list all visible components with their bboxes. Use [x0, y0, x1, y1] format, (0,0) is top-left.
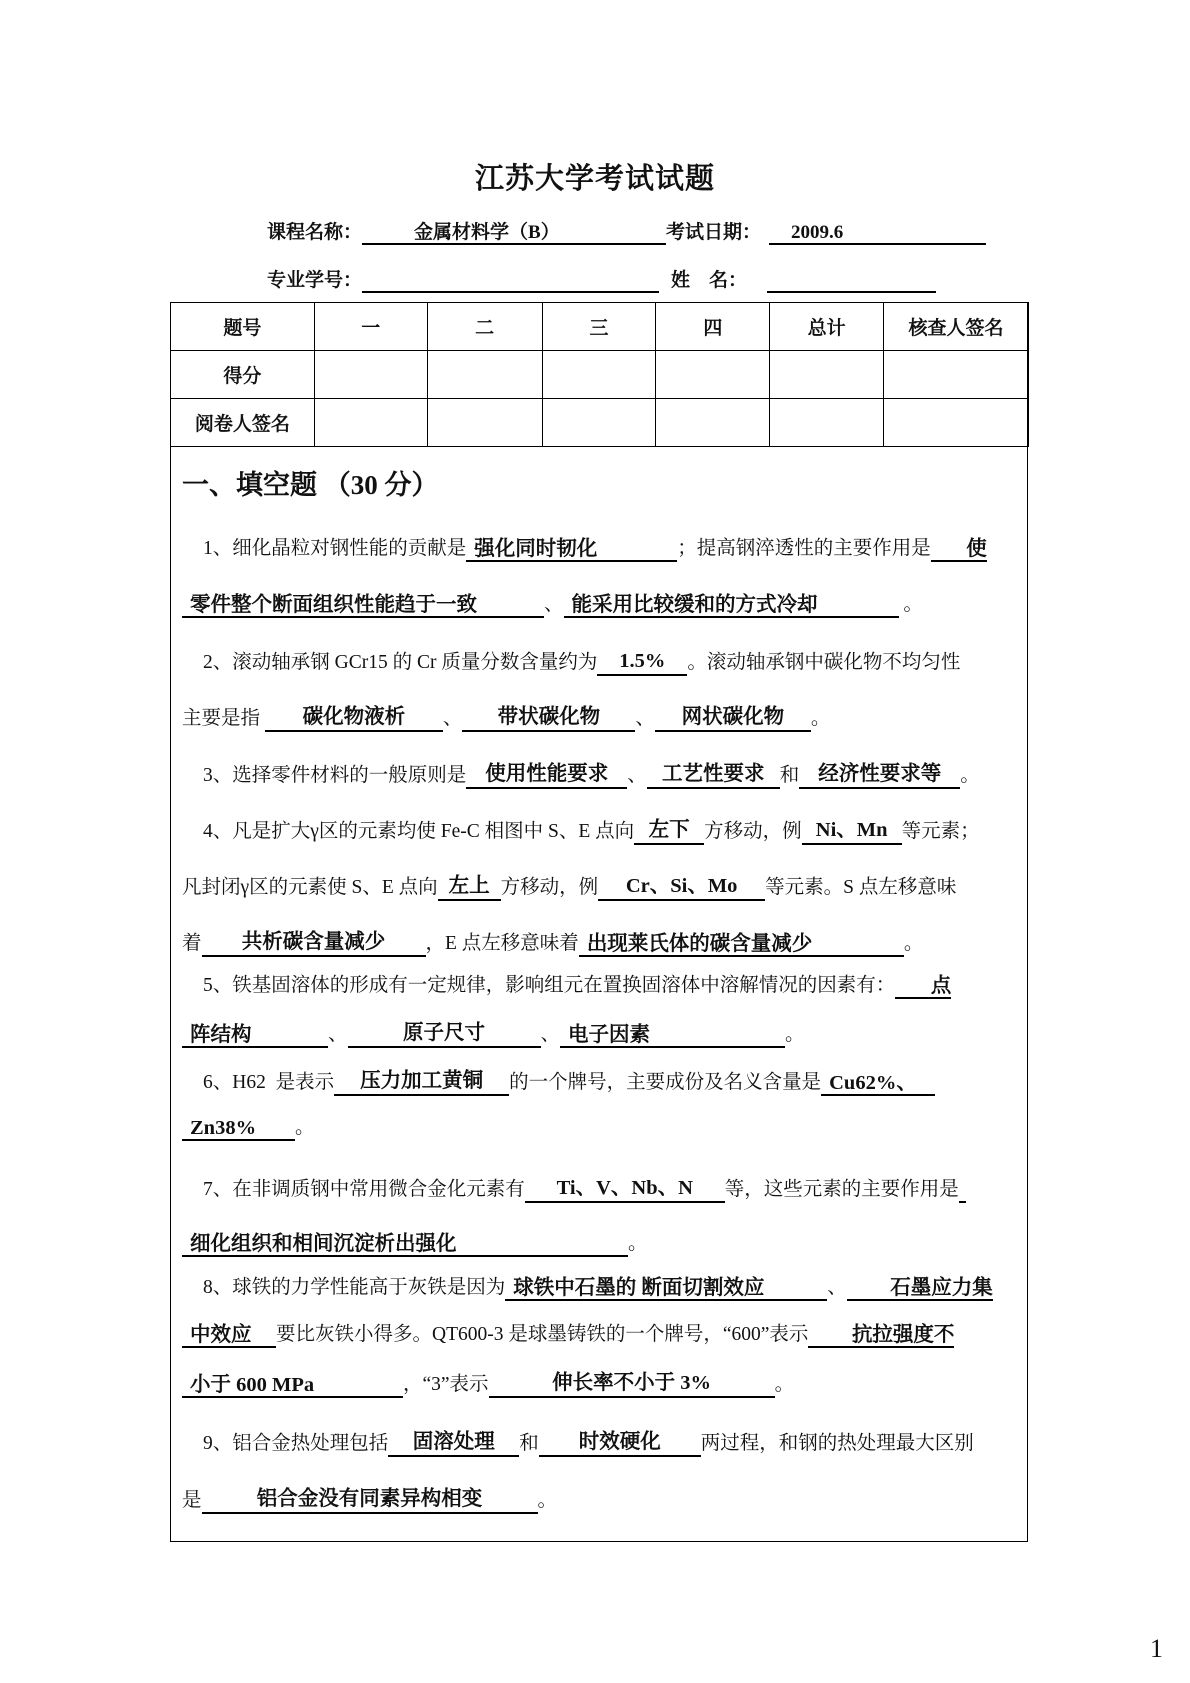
answer-blank[interactable]: 电子因素: [560, 1022, 785, 1048]
score-cell[interactable]: [314, 351, 427, 399]
question-text: 5、铁基固溶体的形成有一定规律，影响组元在置换固溶体中溶解情况的因素有：: [203, 975, 896, 996]
question-text: 7、在非调质钢中常用微合金化元素有: [203, 1179, 525, 1200]
answer-blank[interactable]: 石墨应力集: [847, 1275, 993, 1301]
answer-blank[interactable]: 压力加工黄铜: [334, 1068, 509, 1096]
score-cell[interactable]: [884, 351, 1029, 399]
page-number: 1: [1150, 1634, 1163, 1663]
question-9-line: [182, 1486, 557, 1512]
question-text: 。: [960, 765, 980, 786]
question-text: 等元素。S 点左移意味: [765, 877, 957, 898]
answer-blank[interactable]: 使: [931, 536, 987, 562]
score-row: [171, 351, 1029, 399]
question-text: 。: [898, 594, 923, 615]
header-cell-total: 总计: [770, 303, 884, 351]
score-cell[interactable]: [542, 351, 656, 399]
answer-blank[interactable]: 左上: [438, 873, 501, 901]
score-cell[interactable]: [656, 351, 770, 399]
student-id-label: 专业学号：: [267, 270, 363, 291]
question-text: 。: [903, 933, 924, 954]
answer-blank[interactable]: 带状碳化物: [462, 704, 635, 732]
question-text: 和: [779, 765, 800, 786]
header-cell-checker: 核查人签名: [884, 303, 1029, 351]
answer-blank[interactable]: 抗拉强度不: [808, 1322, 954, 1348]
question-text: 8、球铁的力学性能高于灰铁是因为: [203, 1277, 506, 1298]
question-1-line: [203, 536, 987, 562]
score-cell[interactable]: [770, 351, 884, 399]
question-text: 着: [182, 933, 202, 954]
answer-blank[interactable]: 原子尺寸: [348, 1020, 541, 1048]
answer-blank[interactable]: 能采用比较缓和的方式冷却: [564, 592, 899, 618]
question-5-line: [203, 973, 951, 999]
answer-blank[interactable]: 铝合金没有同素异构相变: [202, 1486, 538, 1514]
answer-blank[interactable]: 时效硬化: [539, 1429, 701, 1457]
answer-blank[interactable]: 阵结构: [182, 1022, 328, 1048]
question-text: 等元素；: [901, 821, 980, 842]
question-9-line: [203, 1429, 974, 1455]
question-text: ；提高钢淬透性的主要作用是: [677, 538, 931, 559]
question-text: 6、H62 是表示: [203, 1072, 335, 1093]
answer-blank[interactable]: 伸长率不小于 3%: [489, 1370, 775, 1398]
header-cell-3: 三: [542, 303, 656, 351]
question-text: 方移动，例: [500, 877, 599, 898]
question-3-line: [203, 761, 980, 787]
question-text: 、: [328, 1024, 348, 1045]
student-row: [267, 267, 936, 293]
question-text: 、: [540, 1024, 561, 1045]
question-text: ，“3”表示: [403, 1374, 489, 1395]
question-text: 1、细化晶粒对钢性能的贡献是: [203, 538, 467, 559]
question-4-line: [182, 929, 923, 955]
date-field[interactable]: 2009.6: [769, 221, 986, 245]
answer-blank[interactable]: 小于 600 MPa: [182, 1372, 403, 1398]
grader-cell[interactable]: [427, 399, 542, 447]
grader-cell[interactable]: [770, 399, 884, 447]
answer-blank[interactable]: 球铁中石墨的 断面切割效应: [505, 1275, 827, 1301]
grader-cell[interactable]: [542, 399, 656, 447]
question-text: 3、选择零件材料的一般原则是: [203, 765, 467, 786]
answer-blank[interactable]: Cu62%、: [821, 1070, 935, 1096]
question-8-line: [182, 1322, 954, 1348]
page-title: 江苏大学考试试题: [474, 163, 715, 195]
header-cell-1: 一: [314, 303, 427, 351]
question-text: 9、铝合金热处理包括: [203, 1433, 389, 1454]
header-cell-4: 四: [656, 303, 770, 351]
answer-blank[interactable]: 网状碳化物: [655, 704, 811, 732]
answer-blank[interactable]: 固溶处理: [388, 1429, 519, 1457]
question-text: 、: [544, 594, 564, 615]
answer-blank[interactable]: 使用性能要求: [466, 761, 627, 789]
question-1-line: [182, 592, 923, 618]
question-text: 和: [519, 1433, 539, 1454]
question-7-line: [203, 1175, 966, 1201]
answer-blank[interactable]: 经济性要求等: [799, 761, 960, 789]
answer-blank[interactable]: Zn38%: [182, 1115, 295, 1141]
question-text: 两过程，和钢的热处理最大区别: [700, 1433, 974, 1454]
question-text: 。: [810, 708, 831, 729]
question-text: 。: [537, 1490, 558, 1511]
question-4-line: [203, 817, 980, 843]
answer-blank[interactable]: 中效应: [182, 1322, 276, 1348]
grader-row-label: 阅卷人签名: [171, 399, 315, 447]
answer-blank[interactable]: [959, 1175, 966, 1203]
question-text: 是: [182, 1490, 202, 1511]
header-cell-2: 二: [427, 303, 542, 351]
answer-blank[interactable]: 1.5%: [597, 648, 687, 676]
answer-blank[interactable]: 共析碳含量减少: [202, 929, 426, 957]
question-8-line: [182, 1370, 794, 1396]
score-table: [170, 302, 1029, 447]
student-id-field[interactable]: [362, 267, 659, 293]
answer-blank[interactable]: 出现莱氏体的碳含量减少: [579, 931, 904, 957]
score-cell[interactable]: [427, 351, 542, 399]
answer-blank[interactable]: 点: [895, 973, 951, 999]
answer-blank[interactable]: 强化同时韧化: [466, 536, 677, 562]
question-2-line: [182, 704, 830, 730]
question-4-line: [182, 873, 956, 899]
course-row: [267, 221, 986, 245]
question-2-line: [203, 648, 960, 674]
score-row-label: 得分: [171, 351, 315, 399]
name-field[interactable]: [767, 267, 936, 293]
answer-blank[interactable]: Ti、V、Nb、N: [525, 1175, 725, 1203]
score-table-header-row: [171, 303, 1029, 351]
question-text: 。滚动轴承钢中碳化物不均匀性: [687, 652, 961, 673]
question-text: 、: [442, 708, 463, 729]
grader-cell[interactable]: [884, 399, 1029, 447]
question-5-line: [182, 1020, 805, 1046]
grader-cell[interactable]: [656, 399, 770, 447]
course-label: 课程名称：: [267, 222, 363, 243]
grader-cell[interactable]: [314, 399, 427, 447]
question-6-line: [182, 1115, 315, 1141]
question-text: 方移动，例: [704, 821, 802, 842]
question-text: 4、凡是扩大γ区的元素均使 Fe-C 相图中 S、E 点向: [203, 821, 635, 842]
answer-blank[interactable]: Ni、Mn: [802, 817, 902, 845]
date-label: 考试日期：: [666, 222, 762, 243]
question-text: 。: [774, 1374, 795, 1395]
question-text: 、: [635, 708, 655, 729]
header-cell-question-no: 题号: [171, 303, 315, 351]
answer-blank[interactable]: 左下: [634, 817, 704, 845]
question-text: 。: [785, 1024, 805, 1045]
answer-blank[interactable]: 零件整个断面组织性能趋于一致: [182, 592, 544, 618]
question-text: 。: [295, 1117, 315, 1138]
grader-row: [171, 399, 1029, 447]
question-7-line: [182, 1231, 648, 1257]
question-text: 2、滚动轴承钢 GCr15 的 Cr 质量分数含量约为: [203, 652, 598, 673]
answer-blank[interactable]: 工艺性要求: [647, 761, 780, 789]
answer-blank[interactable]: Cr、Si、Mo: [598, 873, 765, 901]
question-text: 、: [627, 765, 647, 786]
question-6-line: [203, 1068, 935, 1094]
question-8-line: [203, 1275, 993, 1301]
answer-blank[interactable]: 细化组织和相间沉淀析出强化: [182, 1231, 628, 1257]
name-label: 姓 名：: [671, 270, 748, 291]
question-text: 主要是指: [182, 708, 265, 729]
question-text: 要比灰铁小得多。QT600-3 是球墨铸铁的一个牌号，“600”表示: [276, 1324, 809, 1345]
section-title: 一、填空题 （30 分）: [182, 470, 439, 500]
question-text: 。: [628, 1233, 648, 1254]
course-field[interactable]: 金属材料学（B）: [362, 221, 666, 245]
question-text: 等，这些元素的主要作用是: [724, 1179, 959, 1200]
question-text: ，E 点左移意味着: [425, 933, 579, 954]
question-text: 的一个牌号，主要成份及名义含量是: [509, 1072, 822, 1093]
answer-blank[interactable]: 碳化物液析: [265, 704, 443, 732]
question-text: 凡封闭γ区的元素使 S、E 点向: [182, 877, 438, 898]
question-text: 、: [827, 1277, 847, 1298]
